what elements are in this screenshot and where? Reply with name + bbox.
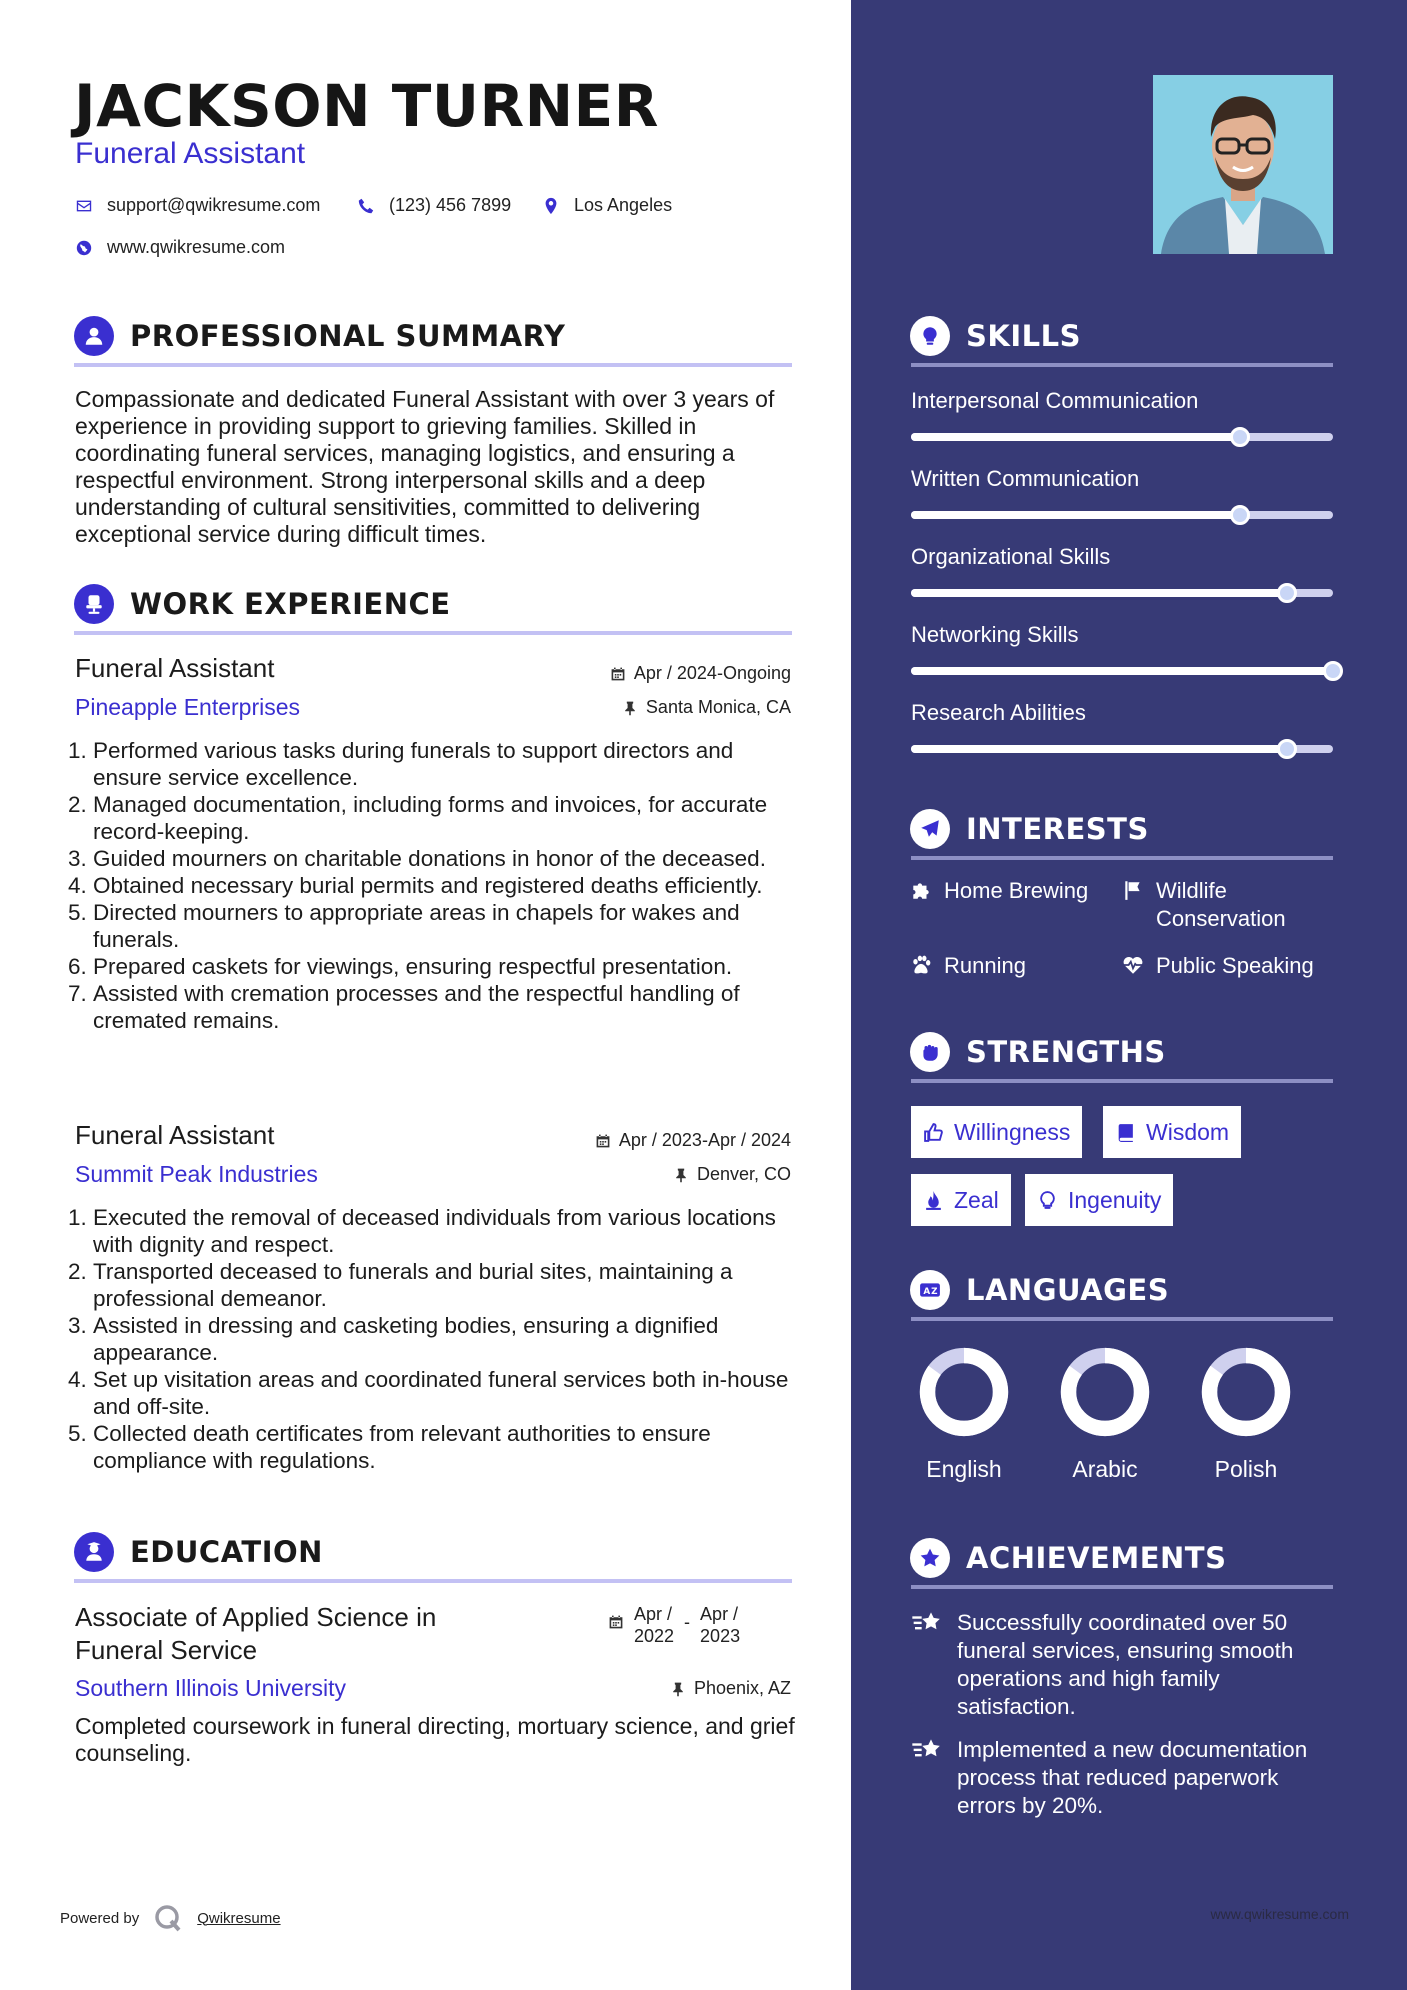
puzzle-icon: [910, 879, 932, 901]
achievement-item: [911, 1736, 1341, 1820]
shooting-star-icon: [911, 1736, 943, 1764]
skill-bar: [911, 433, 1333, 441]
skill-label: Interpersonal Communication: [911, 388, 1199, 413]
skill-bar: [911, 511, 1333, 519]
skill-bar-fill: [911, 667, 1333, 675]
interest-label-continued: Conservation: [1156, 906, 1286, 931]
degree-line: Funeral Service: [75, 1635, 258, 1665]
profile-photo: [1153, 75, 1333, 254]
pushpin-icon: [622, 700, 638, 716]
interest-label: Public Speaking: [1156, 953, 1314, 978]
thumbs-up-icon: [923, 1122, 944, 1143]
skill-bar: [911, 667, 1333, 675]
education-dates: [608, 1603, 740, 1647]
interests-title: INTERESTS: [966, 812, 1149, 846]
strengths-divider: [911, 1079, 1333, 1083]
list-item: Prepared caskets for viewings, ensuring respectful presentation.: [93, 954, 733, 979]
strength-chip: [911, 1174, 1011, 1226]
shooting-star-icon: [911, 1609, 943, 1637]
candidate-name: JACKSON TURNER: [74, 72, 659, 140]
candidate-role: Funeral Assistant: [75, 137, 306, 170]
lightbulb-icon: [1037, 1190, 1058, 1211]
company-name: Summit Peak Industries: [75, 1161, 318, 1187]
lightbulb-icon: [910, 316, 950, 356]
achievement-item: [911, 1609, 1341, 1721]
website-text: www.qwikresume.com: [107, 237, 286, 257]
strength-label: Wisdom: [1146, 1118, 1230, 1145]
job-location-text: Santa Monica, CA: [645, 697, 791, 717]
interest-label: Running: [944, 953, 1026, 978]
map-pin-icon: [542, 197, 560, 215]
job-date-text: Apr / 2024-Ongoing: [633, 663, 791, 683]
start-date-line: Apr /: [634, 1604, 673, 1624]
list-item: Set up visitation areas and coordinated funeral services both in-house and off-site.: [93, 1367, 789, 1419]
languages-title: LANGUAGES: [966, 1273, 1170, 1307]
interests-divider: [911, 856, 1333, 860]
achievements-section-header: [910, 1538, 1226, 1578]
interest-label: Home Brewing: [944, 878, 1089, 903]
end-date-line: 2023: [700, 1626, 741, 1646]
list-item: Performed various tasks during funerals to support directors and ensure service excellence.: [93, 738, 734, 790]
achievement-text: Implemented a new documentation process that reduced paperwork errors by 20%.: [957, 1737, 1308, 1818]
languages-divider: [911, 1317, 1333, 1321]
language-name: Polish: [1214, 1456, 1278, 1482]
job-location: [622, 697, 791, 718]
job-responsibilities-list: [93, 737, 793, 1034]
phone-icon: [357, 197, 375, 215]
skill-bar: [911, 589, 1333, 597]
strength-label: Zeal: [954, 1186, 999, 1213]
list-item: Assisted in dressing and casketing bodies, ensuring a dignified appearance.: [93, 1313, 719, 1365]
skill-label: Networking Skills: [911, 622, 1079, 647]
paper-plane-icon: [910, 809, 950, 849]
interest-label: Wildlife: [1156, 878, 1227, 903]
job-location: [673, 1164, 791, 1185]
experience-title: WORK EXPERIENCE: [130, 587, 451, 621]
skill-bar-fill: [911, 511, 1240, 519]
interest-item: [1122, 877, 1286, 933]
skill-bar-knob: [1277, 583, 1297, 603]
skill-bar-fill: [911, 745, 1287, 753]
end-date: [700, 1603, 740, 1647]
calendar-icon: [610, 666, 626, 682]
start-date: [634, 1603, 674, 1647]
job-location-text: Denver, CO: [696, 1164, 791, 1184]
fist-icon: [910, 1032, 950, 1072]
profile-photo-image: [1153, 75, 1333, 254]
date-separator: -: [684, 1612, 691, 1632]
skill-bar-knob: [1277, 739, 1297, 759]
language-icon: [910, 1270, 950, 1310]
job-date: [610, 663, 791, 684]
education-location: [670, 1678, 791, 1699]
skill-bar-fill: [911, 589, 1287, 597]
book-icon: [1115, 1122, 1136, 1143]
job-title: Funeral Assistant: [75, 653, 275, 683]
education-divider: [74, 1579, 792, 1583]
paw-icon: [910, 954, 932, 976]
skills-title: SKILLS: [966, 319, 1081, 353]
heartbeat-icon: [1122, 954, 1144, 976]
interest-item: [1122, 952, 1314, 980]
education-description: Completed coursework in funeral directing, mortuary science, and grief counseling.: [75, 1713, 795, 1766]
interest-item: [910, 877, 1088, 905]
summary-text: Compassionate and dedicated Funeral Assistant with over 3 years of experience in providing support to grieving families. Skilled in coordinating funeral services, managing logistics, and ensuring a respectful environment. Strong interpersonal skills and a deep understanding of cultural sensitivities, committed to delivering exceptional service during difficult times.: [75, 386, 775, 547]
experience-divider: [74, 631, 792, 635]
language-ring: [1057, 1344, 1153, 1440]
interests-section-header: [910, 809, 1149, 849]
list-item: Managed documentation, including forms and invoices, for accurate record-keeping.: [93, 792, 768, 844]
education-location-text: Phoenix, AZ: [693, 1678, 791, 1698]
language-ring: [916, 1344, 1012, 1440]
skills-divider: [911, 363, 1333, 367]
list-item: Obtained necessary burial permits and registered deaths efficiently.: [93, 873, 763, 898]
contact-email[interactable]: [75, 195, 320, 216]
end-date-line: Apr /: [700, 1604, 739, 1624]
phone-text: (123) 456 7899: [389, 195, 512, 215]
language-name: Arabic: [1072, 1456, 1138, 1482]
interest-item: [910, 952, 1026, 980]
contact-website[interactable]: [75, 237, 285, 258]
list-item: Transported deceased to funerals and burial sites, maintaining a professional demeanor.: [93, 1259, 733, 1311]
school-name: Southern Illinois University: [75, 1675, 347, 1701]
language-item: [1040, 1344, 1170, 1483]
skill-label: Research Abilities: [911, 700, 1086, 725]
powered-by-label: Powered by: [60, 1909, 140, 1927]
achievements-divider: [911, 1585, 1333, 1589]
footer-website[interactable]: www.qwikresume.com: [1210, 1906, 1349, 1922]
degree-line: Associate of Applied Science in: [75, 1602, 437, 1632]
summary-divider: [74, 363, 792, 367]
skill-label: Written Communication: [911, 466, 1140, 491]
company-name: Pineapple Enterprises: [75, 694, 301, 720]
job-responsibilities-list: [93, 1204, 793, 1474]
language-item: [899, 1344, 1029, 1483]
user-icon: [74, 316, 114, 356]
pushpin-icon: [673, 1167, 689, 1183]
calendar-icon: [595, 1133, 611, 1149]
strength-chip: [1103, 1106, 1241, 1158]
skill-bar-fill: [911, 433, 1240, 441]
job-title: Funeral Assistant: [75, 1120, 275, 1150]
language-item: [1181, 1344, 1311, 1483]
education-title: EDUCATION: [130, 1535, 323, 1569]
contact-phone[interactable]: [357, 195, 511, 216]
pushpin-icon: [670, 1681, 686, 1697]
strengths-title: STRENGTHS: [966, 1035, 1166, 1069]
qwikresume-logo-icon: [153, 1903, 183, 1933]
achievements-title: ACHIEVEMENTS: [966, 1541, 1227, 1575]
summary-title: PROFESSIONAL SUMMARY: [130, 319, 566, 353]
language-name: English: [926, 1456, 1002, 1482]
skill-bar-knob: [1323, 661, 1343, 681]
skill-label: Organizational Skills: [911, 544, 1111, 569]
strength-label: Willingness: [954, 1118, 1071, 1145]
list-item: Guided mourners on charitable donations in honor of the deceased.: [93, 846, 766, 871]
list-item: Assisted with cremation processes and the respectful handling of cremated remains.: [93, 981, 740, 1033]
calendar-icon: [608, 1614, 624, 1630]
qwikresume-link[interactable]: Qwikresume: [197, 1909, 281, 1927]
briefcase-chair-icon: [74, 584, 114, 624]
achievement-text: Successfully coordinated over 50 funeral services, ensuring smooth operations and high family satisfaction.: [957, 1610, 1294, 1719]
powered-by-footer: [60, 1903, 281, 1933]
svg-text:A: A: [923, 1286, 931, 1297]
summary-section-header: [74, 316, 565, 356]
svg-text:Z: Z: [931, 1286, 938, 1297]
skill-bar: [911, 745, 1333, 753]
location-text: Los Angeles: [574, 195, 673, 215]
language-ring: [1198, 1344, 1294, 1440]
envelope-icon: [75, 197, 93, 215]
strengths-section-header: [910, 1032, 1166, 1072]
globe-icon: [75, 239, 93, 257]
email-text: support@qwikresume.com: [107, 195, 321, 215]
degree-title: [75, 1601, 436, 1667]
strength-chip: [911, 1106, 1082, 1158]
strength-chip: [1025, 1174, 1173, 1226]
strength-label: Ingenuity: [1068, 1186, 1162, 1213]
languages-section-header: [910, 1270, 1169, 1310]
experience-section-header: [74, 584, 451, 624]
skills-section-header: [910, 316, 1081, 356]
start-date-line: 2022: [634, 1626, 675, 1646]
graduate-icon: [74, 1532, 114, 1572]
education-section-header: [74, 1532, 323, 1572]
contact-location: [542, 195, 672, 216]
list-item: Executed the removal of deceased individuals from various locations with dignity and respect.: [93, 1205, 776, 1257]
list-item: Collected death certificates from relevant authorities to ensure compliance with regulations.: [93, 1421, 711, 1473]
job-date: [595, 1130, 791, 1151]
fire-icon: [923, 1190, 944, 1211]
list-item: Directed mourners to appropriate areas in chapels for wakes and funerals.: [93, 900, 740, 952]
job-date-text: Apr / 2023-Apr / 2024: [618, 1130, 791, 1150]
star-badge-icon: [910, 1538, 950, 1578]
flag-icon: [1122, 879, 1144, 901]
